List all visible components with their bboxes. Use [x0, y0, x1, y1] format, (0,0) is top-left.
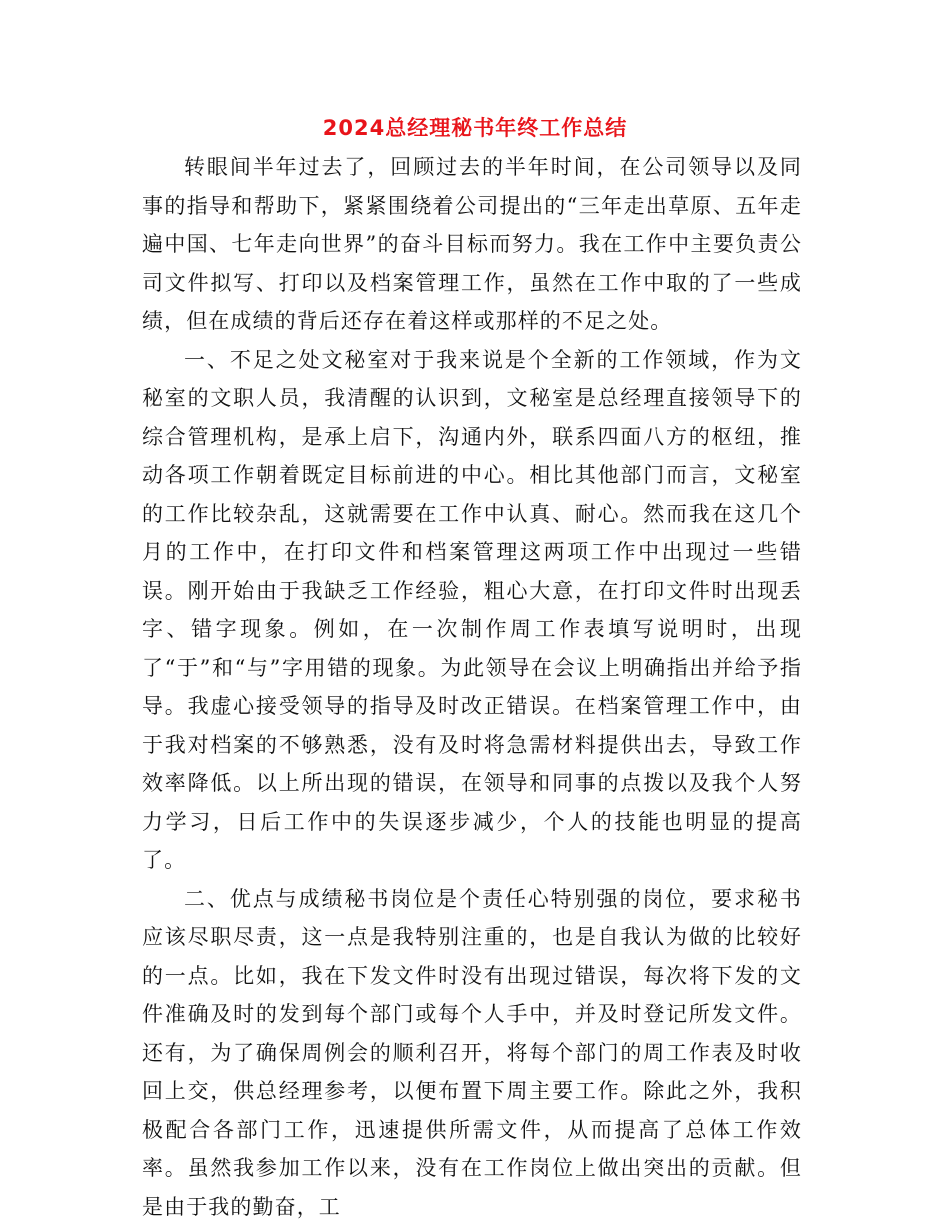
paragraph-intro: 转眼间半年过去了，回顾过去的半年时间，在公司领导以及同事的指导和帮助下，紧紧围绕着公司提出的“三年走出草原、五年走遍中国、七年走向世界”的奋斗目标而努力。我在工作中主要负责公司文件拟写、打印以及档案管理工作，虽然在工作中取的了一些成绩，但在成绩的背后还存在着这样或那样的不足之处。: [142, 155, 802, 333]
paragraph-achievements: 二、优点与成绩秘书岗位是个责任心特别强的岗位，要求秘书应该尽职尽责，这一点是我特别注重的，也是自我认为做的比较好的一点。比如，我在下发文件时没有出现过错误，每次将下发的文件准确及时的发到每个部门或每个人手中，并及时登记所发文件。还有，为了确保周例会的顺利召开，将每个部门的周工作表及时收回上交，供总经理参考，以便布置下周主要工作。除此之外，我积极配合各部门工作，迅速提供所需文件，从而提高了总体工作效率。虽然我参加工作以来，没有在工作岗位上做出突出的贡献。但是由于我的勤奋，工: [142, 886, 802, 1219]
document-title: 2024总经理秘书年终工作总结: [322, 116, 628, 140]
document-body: [142, 148, 802, 1226]
paragraph-shortcomings: 一、不足之处文秘室对于我来说是个全新的工作领域，作为文秘室的文职人员，我清醒的认识到，文秘室是总经理直接领导下的综合管理机构，是承上启下，沟通内外，联系四面八方的枢纽，推动各项工作朝着既定目标前进的中心。相比其他部门而言，文秘室的工作比较杂乱，这就需要在工作中认真、耐心。然而我在这几个月的工作中，在打印文件和档案管理这两项工作中出现过一些错误。刚开始由于我缺乏工作经验，粗心大意，在打印文件时出现丢字、错字现象。例如，在一次制作周工作表填写说明时，出现了“于”和“与”字用错的现象。为此领导在会议上明确指出并给予指导。我虚心接受领导的指导及时改正错误。在档案管理工作中，由于我对档案的不够熟悉，没有及时将急需材料提供出去，导致工作效率降低。以上所出现的错误，在领导和同事的点拨以及我个人努力学习，日后工作中的失误逐步减少，个人的技能也明显的提高了。: [142, 347, 802, 872]
